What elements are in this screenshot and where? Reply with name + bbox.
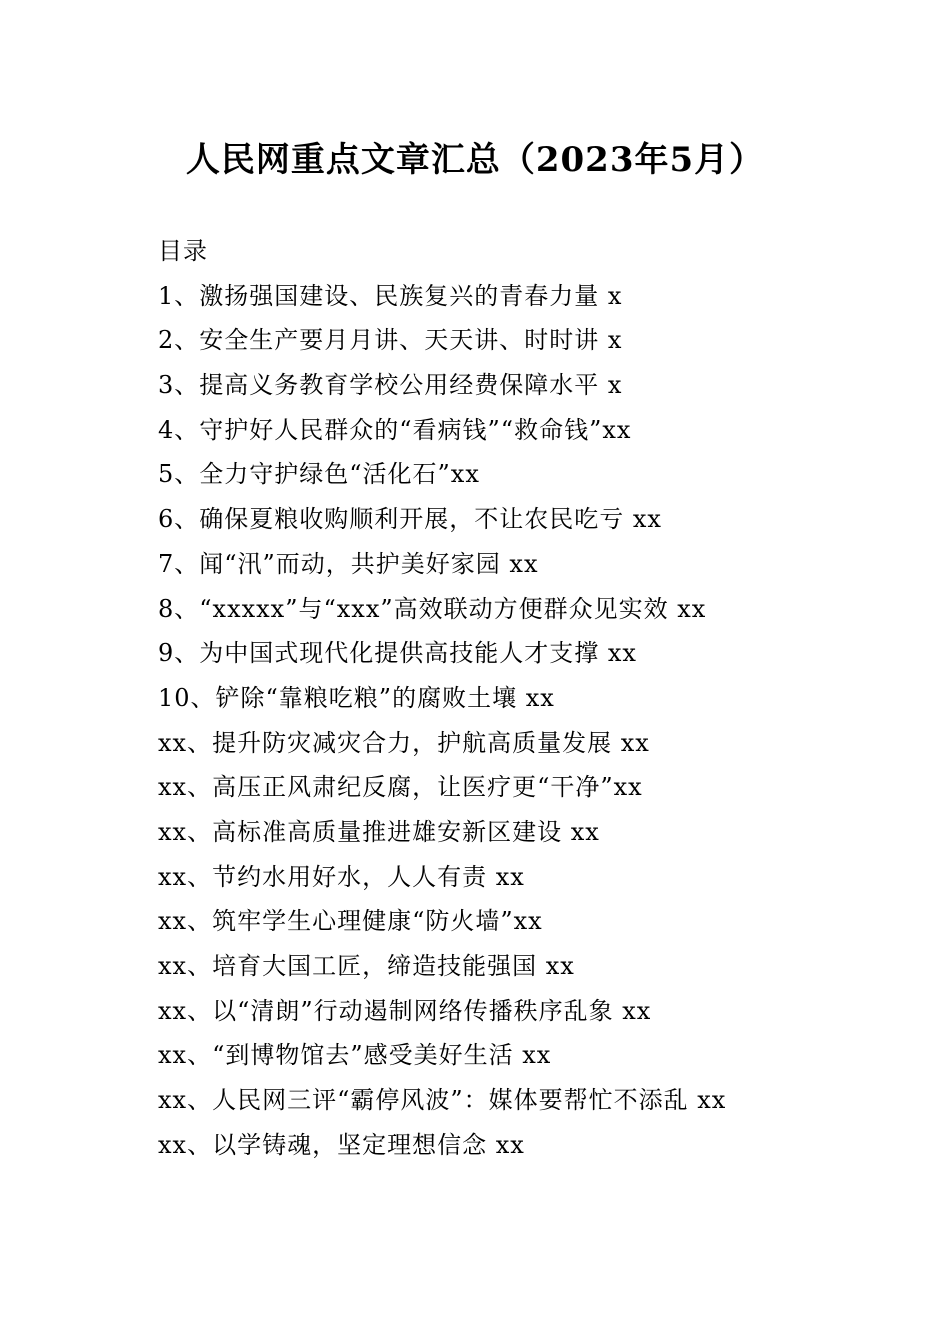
toc-item: 10、铲除“靠粮吃粮”的腐败土壤 xx (158, 683, 555, 712)
table-of-contents (158, 229, 898, 1167)
toc-item: xx、提升防灾减灾合力，护航高质量发展 xx (158, 728, 650, 757)
toc-item: xx、筑牢学生心理健康“防火墙”xx (158, 907, 543, 936)
toc-item: 4、守护好人民群众的“看病钱”“救命钱”xx (158, 415, 632, 444)
toc-item: 9、为中国式现代化提供高技能人才支撑 xx (158, 639, 637, 668)
toc-item: xx、高压正风肃纪反腐，让医疗更“干净”xx (158, 773, 643, 802)
toc-item: xx、以学铸魂，坚定理想信念 xx (158, 1130, 525, 1159)
toc-list (158, 274, 898, 1168)
toc-item: 8、“xxxxx”与“xxx”高效联动方便群众见实效 xx (158, 594, 707, 623)
toc-item: xx、节约水用好水，人人有责 xx (158, 862, 525, 891)
toc-item: xx、人民网三评“霸停风波”：媒体要帮忙不添乱 xx (158, 1086, 727, 1115)
toc-item: 7、闻“汛”而动，共护美好家园 xx (158, 549, 539, 578)
toc-item: 1、激扬强国建设、民族复兴的青春力量 x (158, 281, 623, 310)
toc-item: xx、以“清朗”行动遏制网络传播秩序乱象 xx (158, 996, 652, 1025)
toc-item: 2、安全生产要月月讲、天天讲、时时讲 x (158, 326, 623, 355)
toc-item: 3、提高义务教育学校公用经费保障水平 x (158, 371, 623, 400)
toc-item: xx、“到博物馆去”感受美好生活 xx (158, 1041, 552, 1070)
toc-item: 5、全力守护绿色“活化石”xx (158, 460, 480, 489)
toc-item: xx、高标准高质量推进雄安新区建设 xx (158, 817, 600, 846)
toc-item: xx、培育大国工匠，缔造技能强国 xx (158, 952, 575, 980)
document-title: 人民网重点文章汇总（2023年5月） (185, 140, 765, 180)
toc-item: 6、确保夏粮收购顺利开展，不让农民吃亏 xx (158, 505, 662, 534)
toc-heading: 目录 (158, 237, 208, 265)
